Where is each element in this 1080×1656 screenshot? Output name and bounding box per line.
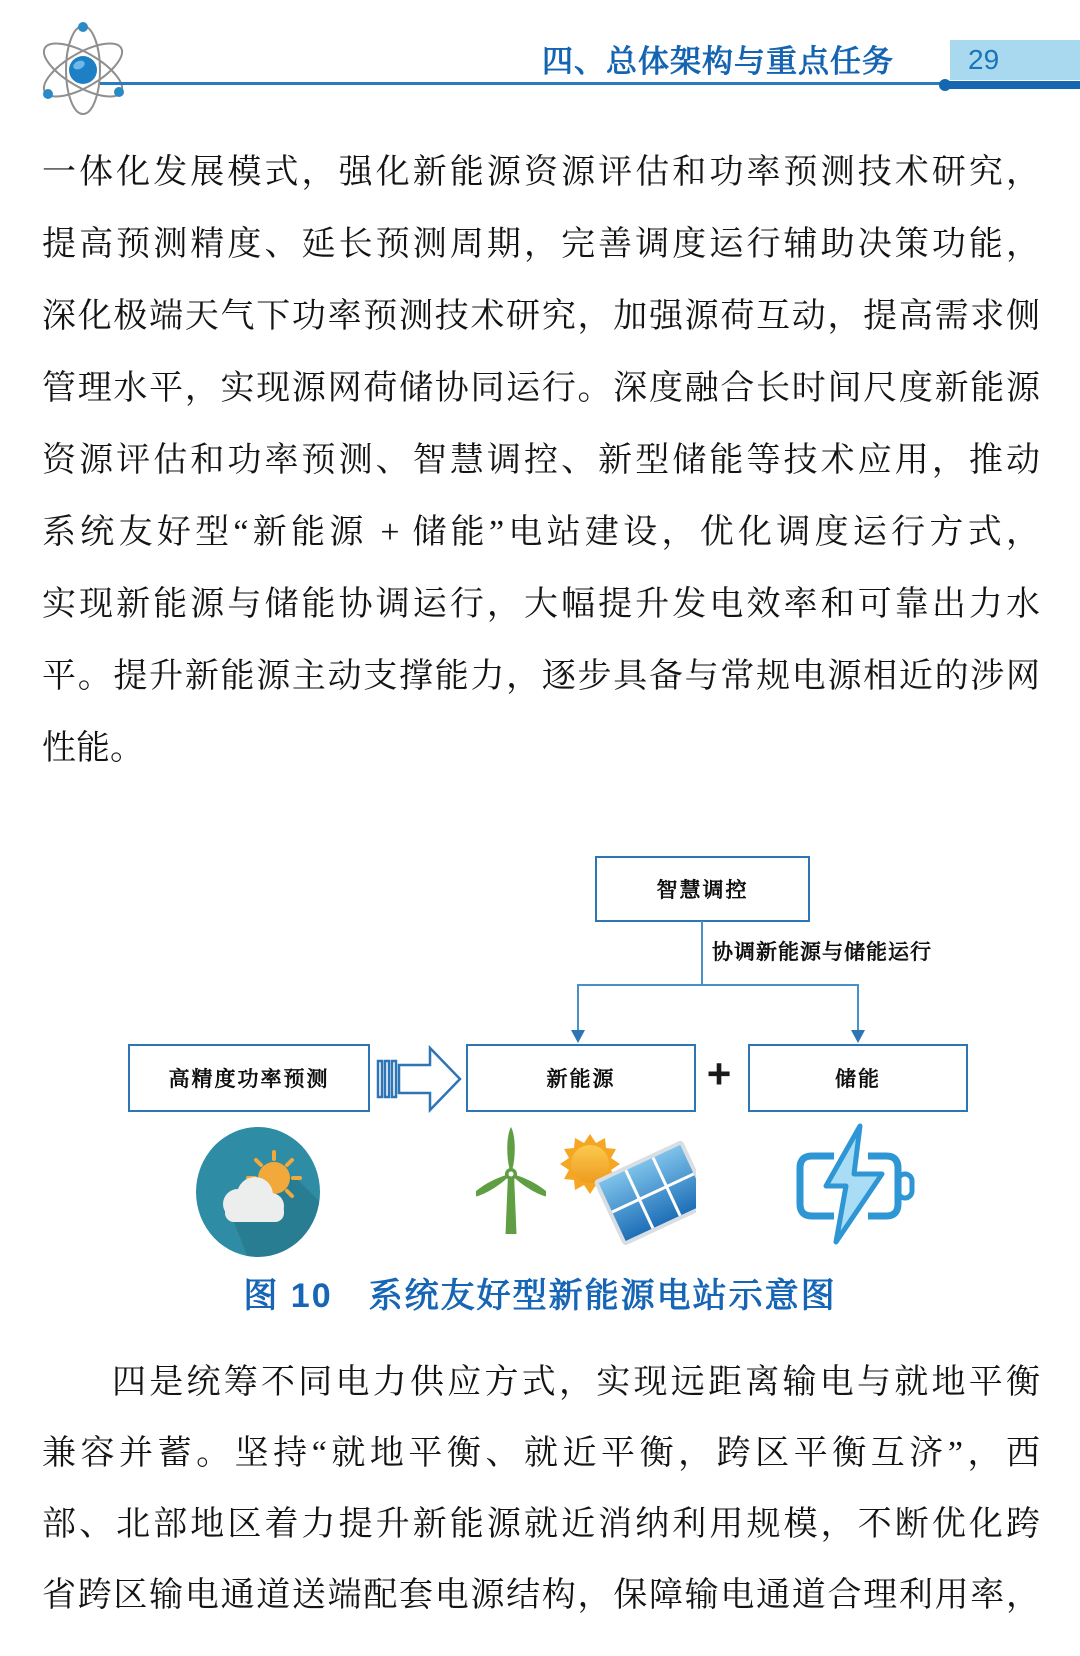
connector-label: 协调新能源与储能运行 bbox=[712, 940, 932, 964]
paragraph-2 bbox=[42, 1362, 1040, 1646]
paragraph-1 bbox=[42, 152, 1040, 800]
body-line: 资源评估和功率预测、智慧调控、新型储能等技术应用，推动 bbox=[42, 442, 1040, 479]
solar-panel-sun-icon bbox=[550, 1120, 696, 1250]
connector-drop-right bbox=[857, 984, 859, 1032]
plus-sign: + bbox=[706, 1050, 732, 1097]
diagram-box-smart-control: 智慧调控 bbox=[595, 856, 810, 922]
header-rule bbox=[100, 82, 952, 85]
body-line: 管理水平，实现源网荷储协同运行。深度融合长时间尺度新能源 bbox=[42, 370, 1040, 407]
connector-vertical bbox=[701, 921, 703, 984]
body-line: 四是统筹不同电力供应方式，实现远距离输电与就地平衡 bbox=[112, 1364, 1040, 1401]
arrowhead-down-icon bbox=[571, 1030, 585, 1043]
body-line: 兼容并蓄。坚持“就地平衡、就近平衡，跨区平衡互济”，西 bbox=[42, 1435, 1040, 1472]
battery-lightning-icon bbox=[788, 1120, 922, 1248]
arrowhead-down-icon bbox=[851, 1030, 865, 1043]
body-line: 省跨区输电通道送端配套电源结构，保障输电通道合理利用率， bbox=[42, 1577, 1040, 1614]
body-line: 系统友好型“新能源 + 储能”电站建设，优化调度运行方式， bbox=[42, 514, 1040, 551]
atom-icon bbox=[36, 20, 131, 120]
page-number-badge bbox=[950, 40, 1080, 80]
body-line: 提高预测精度、延长预测周期，完善调度运行辅助决策功能， bbox=[42, 226, 1040, 263]
body-line: 部、北部地区着力提升新能源就近消纳利用规模，不断优化跨 bbox=[42, 1506, 1040, 1543]
body-line: 性能。 bbox=[42, 730, 144, 767]
connector-drop-left bbox=[577, 984, 579, 1032]
page-number: 29 bbox=[968, 44, 1000, 75]
diagram-box-new-energy: 新能源 bbox=[466, 1044, 696, 1112]
diagram-box-power-forecast: 高精度功率预测 bbox=[128, 1044, 370, 1112]
weather-sun-cloud-icon bbox=[194, 1126, 322, 1258]
body-line: 实现新能源与储能协调运行，大幅提升发电效率和可靠出力水 bbox=[42, 586, 1040, 623]
header-accent-bar bbox=[946, 81, 1080, 89]
wind-turbine-icon bbox=[476, 1124, 546, 1238]
section-title: 四、总体架构与重点任务 bbox=[542, 44, 894, 79]
connector-horizontal bbox=[577, 984, 859, 986]
block-arrow-icon bbox=[375, 1040, 463, 1118]
body-line: 一体化发展模式，强化新能源资源评估和功率预测技术研究， bbox=[42, 154, 1040, 191]
body-line: 深化极端天气下功率预测技术研究，加强源荷互动，提高需求侧 bbox=[42, 298, 1040, 335]
figure-caption: 图 10 系统友好型新能源电站示意图 bbox=[243, 1277, 837, 1315]
header-accent-dot bbox=[939, 79, 951, 91]
body-line: 平。提升新能源主动支撑能力，逐步具备与常规电源相近的涉网 bbox=[42, 658, 1040, 695]
diagram-box-storage: 储能 bbox=[748, 1044, 968, 1112]
